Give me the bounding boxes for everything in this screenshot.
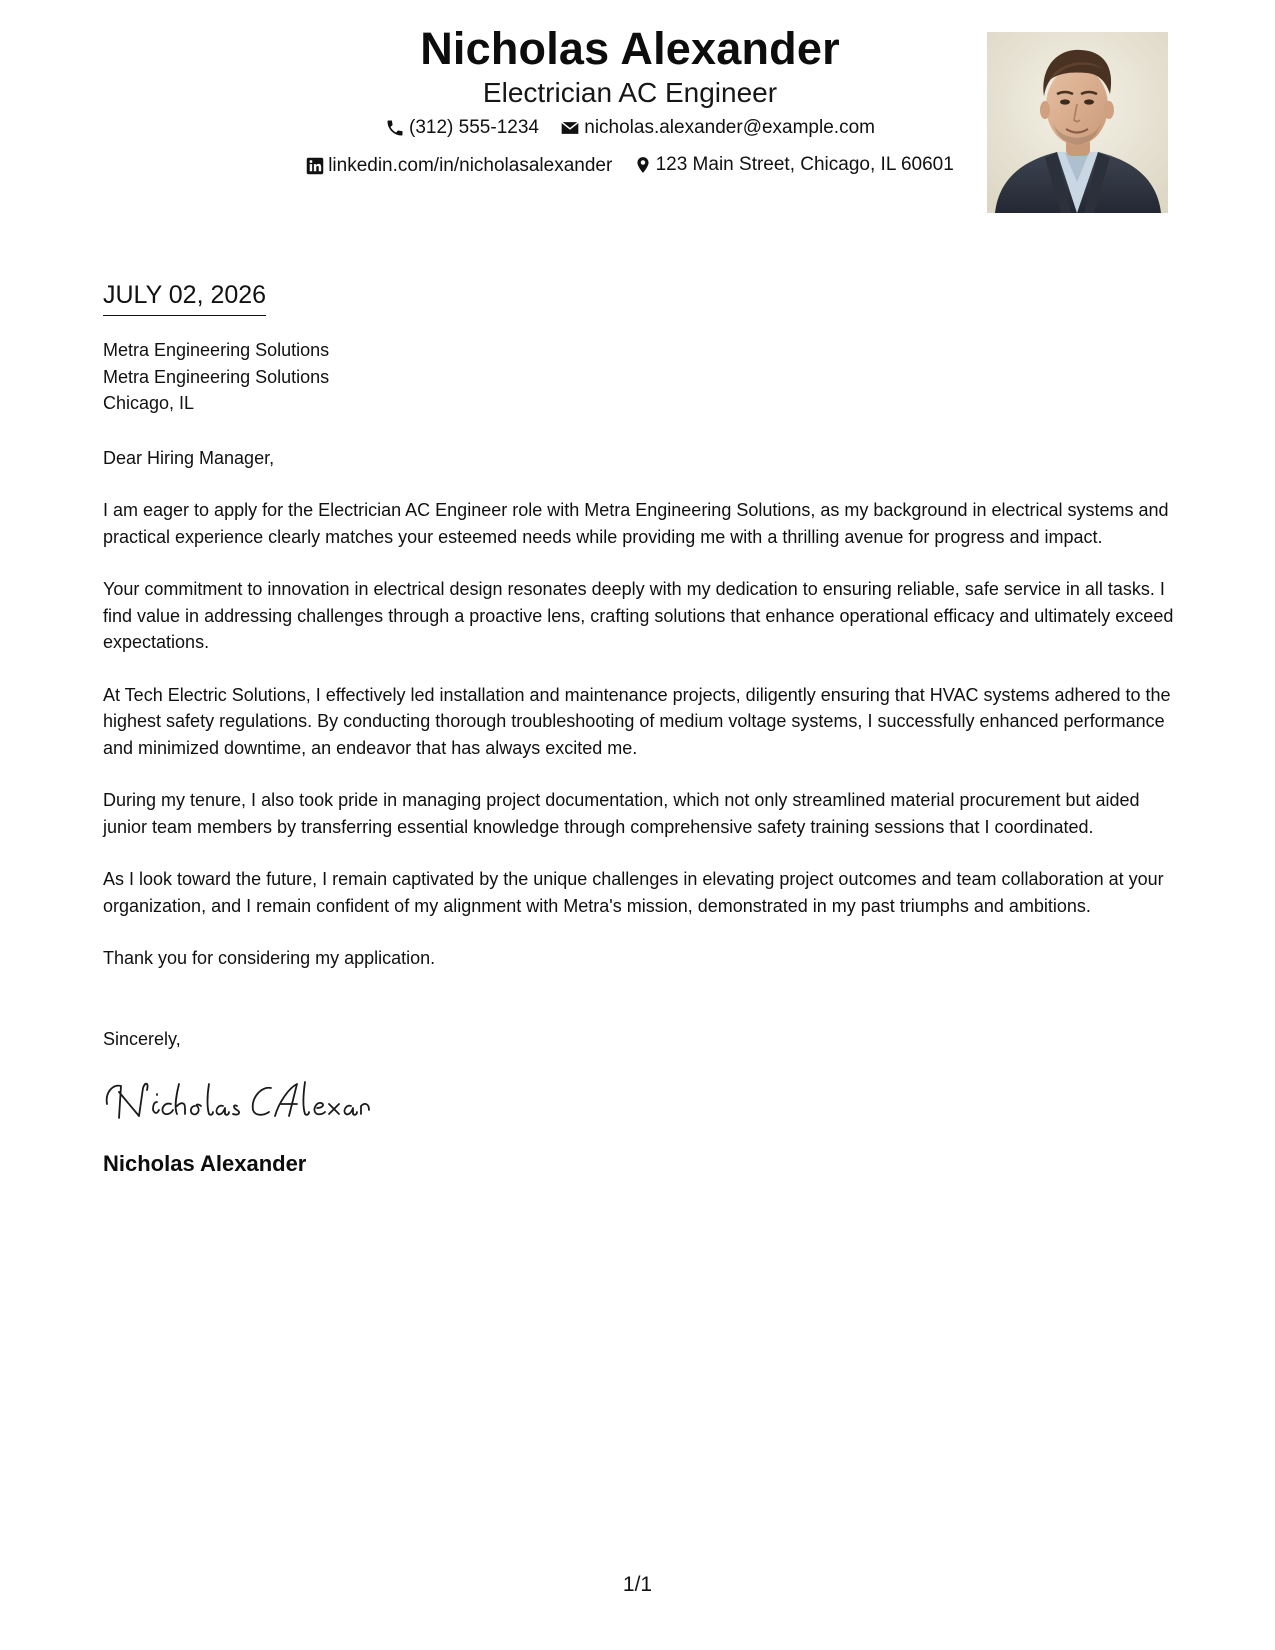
linkedin-text[interactable]: linkedin.com/in/nicholasalexander (328, 155, 613, 176)
letter-header (260, 22, 1000, 182)
map-marker-icon (634, 155, 652, 175)
recipient-location: Chicago, IL (103, 393, 195, 413)
body-paragraph: At Tech Electric Solutions, I effectively led installation and maintenance projects, diligently ensuring that HVAC systems adhered to the highest safety regulations. By conducting thorough troubleshooting of medium voltage systems, I successfully enhanced performance and minimized downtime, an endeavor that has always excited me. (103, 684, 1171, 758)
thank-you-paragraph: Thank you for considering my application. (103, 948, 436, 968)
salutation: Dear Hiring Manager, (103, 447, 275, 468)
address-contact (634, 153, 954, 177)
linkedin-icon (306, 157, 324, 175)
profile-photo (987, 32, 1168, 213)
body-paragraph: As I look toward the future, I remain captivated by the unique challenges in elevating project outcomes and team collaboration at your organization, and I remain confident of my alignment with Metra's mission, demonstrated in my past triumphs and ambitions. (103, 869, 1164, 916)
phone-contact (385, 116, 539, 140)
body-paragraph: During my tenure, I also took pride in managing project documentation, which not only streamlined material procurement but aided junior team members by transferring essential knowledge through comprehensive safety training sessions that I coordinated. (103, 790, 1140, 837)
applicant-title: Electrician AC Engineer (482, 77, 778, 108)
page-number: 1/1 (622, 1573, 653, 1596)
contact-row-secondary (260, 153, 1000, 182)
recipient-block (103, 337, 1178, 417)
letter-date: JULY 02, 2026 (103, 278, 266, 316)
phone-text: (312) 555-1234 (409, 117, 539, 138)
closing: Sincerely, (103, 1028, 181, 1049)
handwritten-signature (103, 1076, 373, 1126)
applicant-name: Nicholas Alexander (420, 23, 840, 74)
linkedin-contact[interactable] (306, 154, 612, 178)
body-paragraph: I am eager to apply for the Electrician AC Engineer role with Metra Engineering Solutions, as my background in electrical systems and practical experience clearly matches your esteemed needs while providing me with a thrilling avenue for progress and impact. (103, 500, 1169, 547)
email-text[interactable]: nicholas.alexander@example.com (584, 117, 875, 138)
email-contact[interactable] (560, 116, 875, 140)
signer-name: Nicholas Alexander (103, 1150, 307, 1176)
letter-body (103, 278, 1178, 1178)
body-paragraph: Your commitment to innovation in electrical design resonates deeply with my dedication to ensuring reliable, safe service in all tasks. I find value in addressing challenges through a proactive lens, crafting solutions that enhance operational efficacy and ultimately exceed expectations. (103, 579, 1174, 652)
contact-row-primary (260, 116, 1000, 145)
recipient-company: Metra Engineering Solutions (103, 340, 330, 360)
envelope-icon (560, 118, 580, 138)
address-text: 123 Main Street, Chicago, IL 60601 (655, 154, 954, 175)
phone-icon (385, 118, 405, 138)
recipient-company-secondary: Metra Engineering Solutions (103, 366, 330, 387)
